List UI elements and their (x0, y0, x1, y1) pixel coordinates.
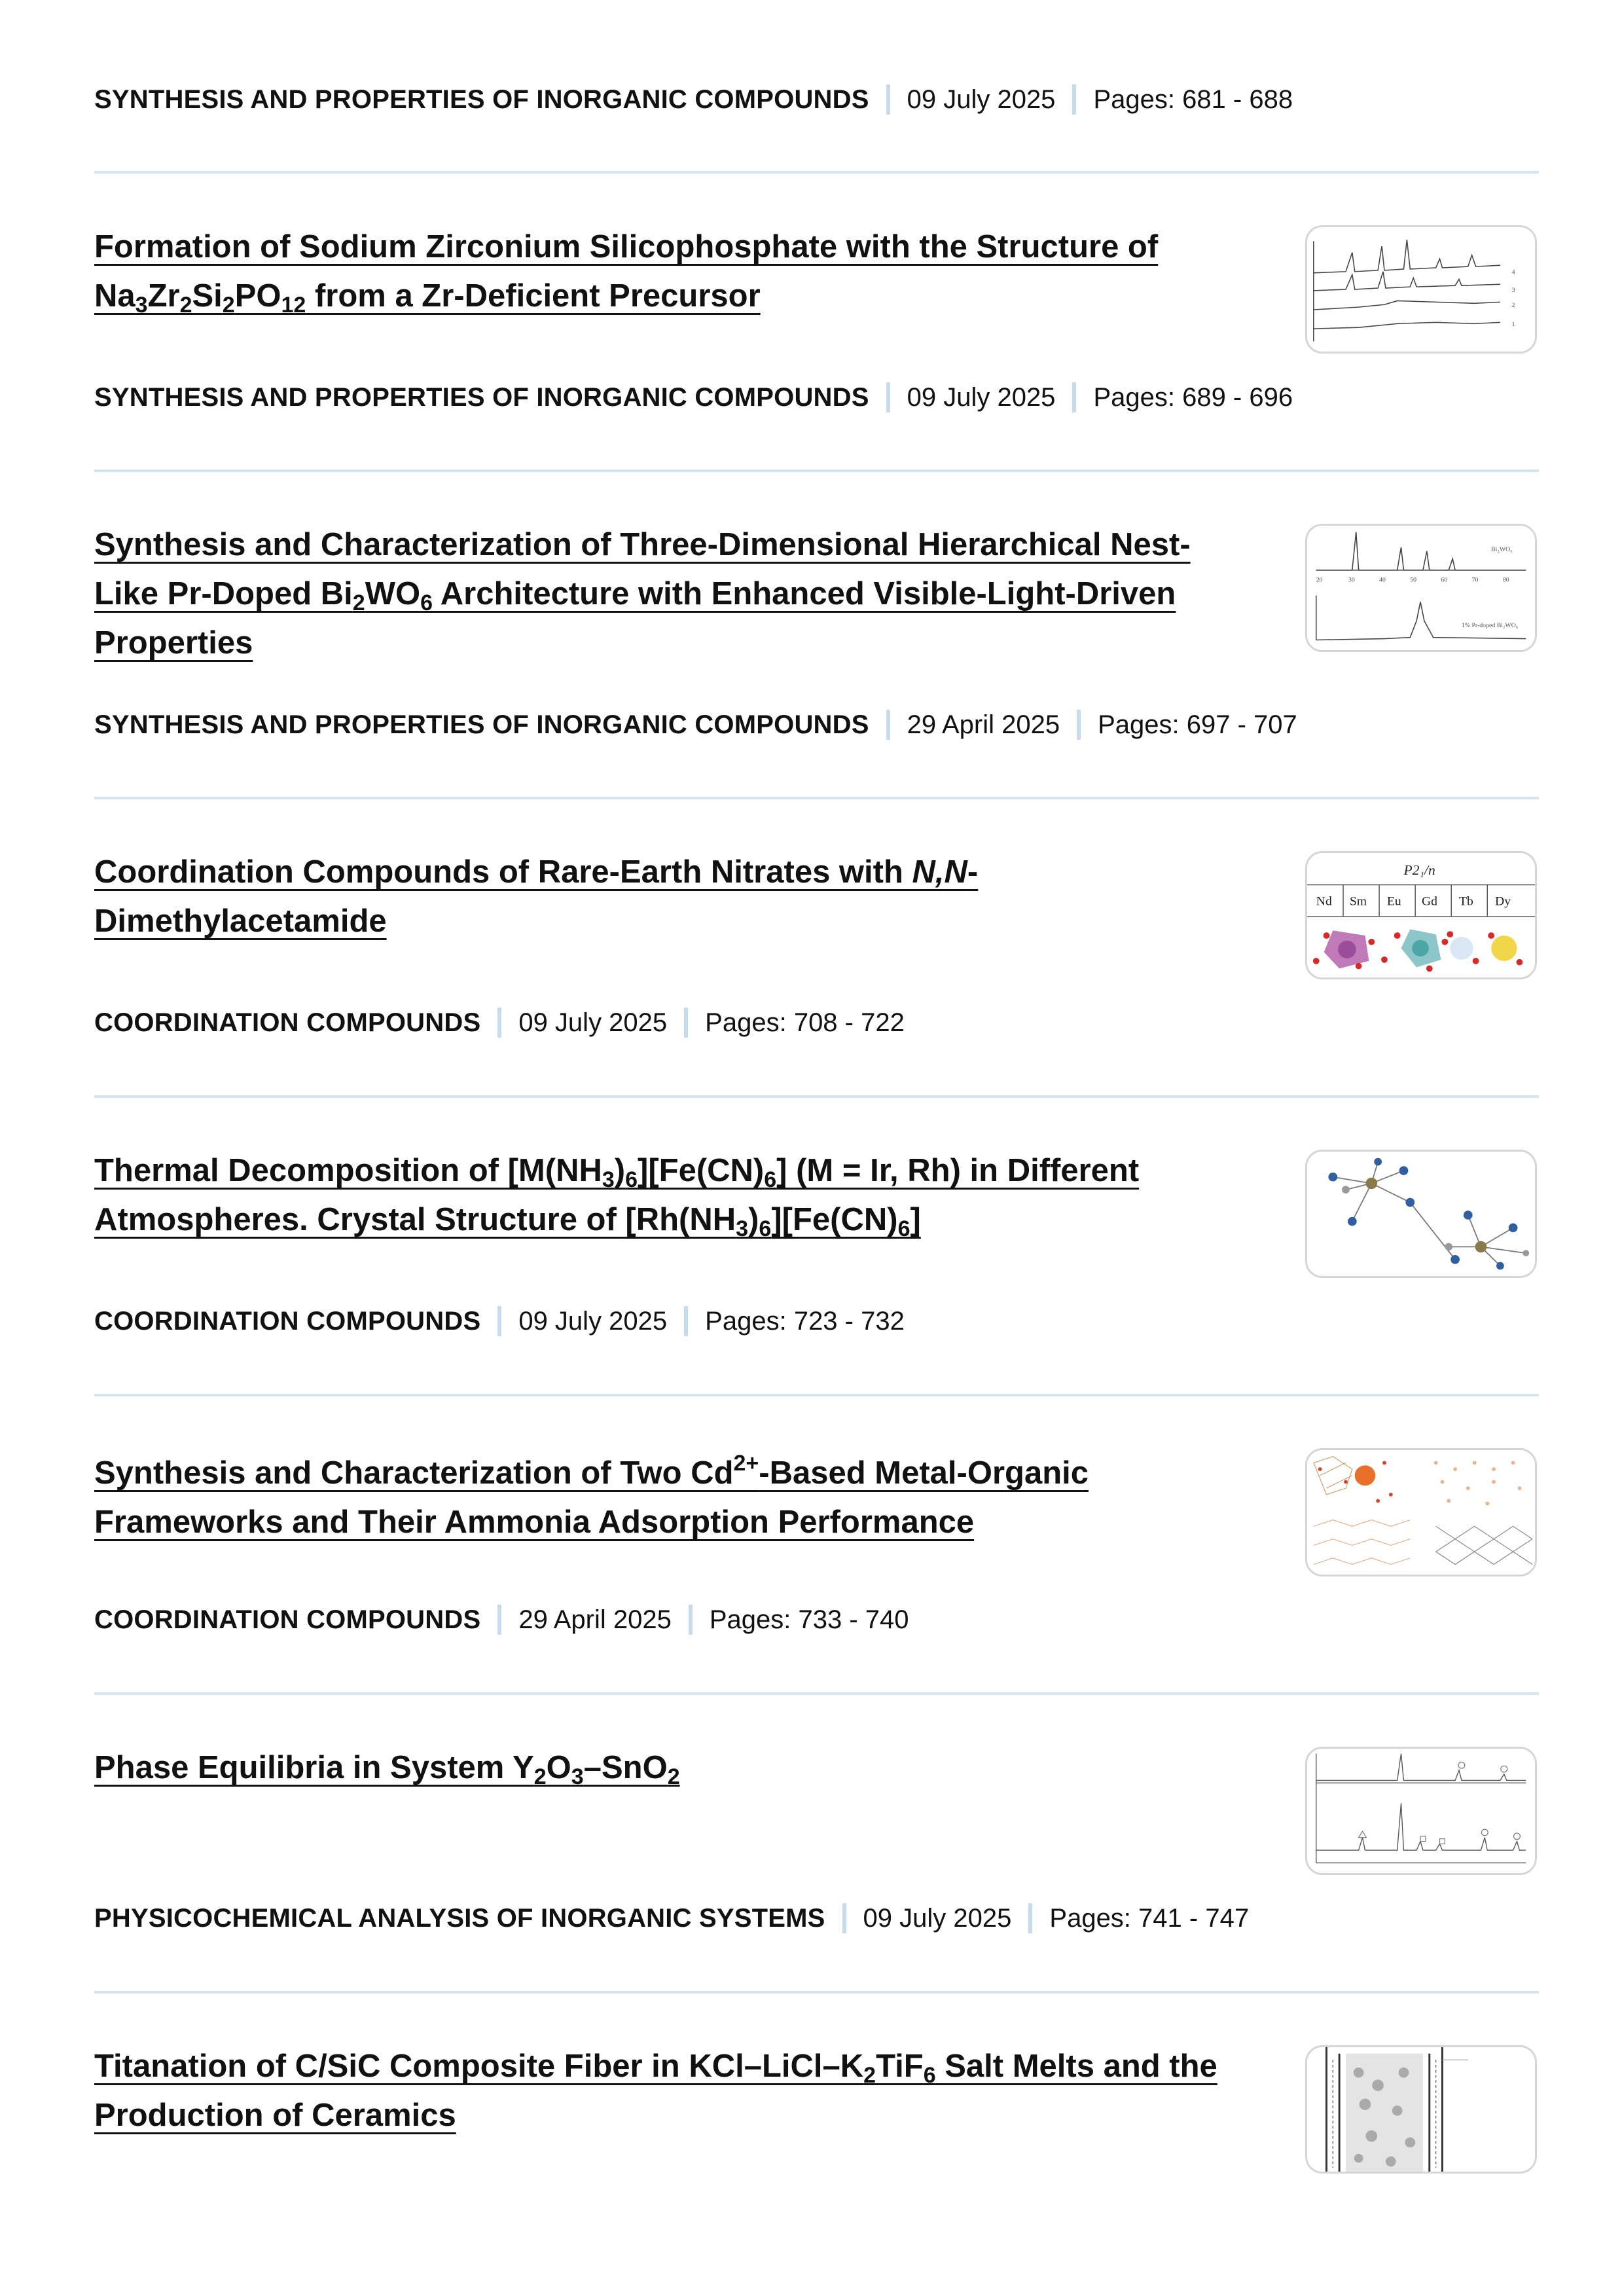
publish-date: 09 July 2025 (518, 1307, 668, 1336)
separator (886, 382, 890, 412)
article-meta (94, 709, 1297, 740)
svg-text:Eu: Eu (1386, 894, 1401, 909)
svg-text:Sm: Sm (1349, 894, 1367, 909)
molecule-thumbnail[interactable] (1305, 1150, 1537, 1278)
separator (684, 1008, 688, 1038)
publish-date: 29 April 2025 (907, 710, 1060, 739)
spectra-thumbnail[interactable] (1305, 524, 1537, 652)
page-range: Pages: 723 - 732 (705, 1307, 905, 1336)
article-title-link[interactable]: Phase Equilibria in System $Y_2O_3-SnO_2$ (94, 1750, 680, 1789)
svg-text:40: 40 (1379, 576, 1386, 584)
svg-text:70: 70 (1471, 576, 1479, 584)
article-meta (94, 1903, 1249, 1934)
svg-text:Bi₂WO₆: Bi₂WO₆ (1491, 545, 1513, 553)
separator (1077, 710, 1081, 740)
crystal-structures-thumbnail[interactable] (1305, 851, 1537, 979)
divider (94, 1692, 1539, 1695)
article-title-link[interactable]: Synthesis and Characterization of Three-Dimensional Hierarchical Nest-Like Pr-Doped $Bi_2WO_6$ Architecture with Enhanced Visible-Light-Driven Properties (94, 527, 1191, 661)
svg-text:30: 30 (1348, 576, 1355, 584)
diffractogram-thumbnail[interactable] (1305, 1747, 1537, 1875)
section-label: SYNTHESIS AND PROPERTIES OF INORGANIC COMPOUNDS (94, 383, 869, 412)
separator (689, 1605, 693, 1635)
divider (94, 797, 1539, 799)
article-meta (94, 1007, 905, 1038)
page-range: Pages: 681 - 688 (1093, 85, 1293, 114)
xrd-pattern-thumbnail[interactable] (1305, 225, 1537, 354)
page-range: Pages: 689 - 696 (1093, 383, 1293, 412)
publish-date: 09 July 2025 (863, 1904, 1012, 1933)
publish-date: 09 July 2025 (907, 383, 1056, 412)
publish-date: 29 April 2025 (518, 1605, 672, 1634)
svg-text:Dy: Dy (1495, 894, 1511, 909)
page-range: Pages: 741 - 747 (1049, 1904, 1250, 1933)
svg-text:80: 80 (1502, 576, 1509, 584)
section-label: SYNTHESIS AND PROPERTIES OF INORGANIC COMPOUNDS (94, 85, 869, 114)
separator (497, 1306, 501, 1336)
separator (1072, 382, 1076, 412)
article-title (94, 223, 1233, 321)
divider (94, 171, 1539, 173)
divider (94, 1991, 1539, 1994)
separator (1028, 1903, 1032, 1933)
separator (497, 1008, 501, 1038)
svg-text:P2₁/n: P2₁/n (1403, 862, 1435, 878)
section-label: COORDINATION COMPOUNDS (94, 1605, 481, 1634)
svg-text:20: 20 (1316, 576, 1323, 584)
article-title (94, 848, 1233, 946)
svg-text:60: 60 (1441, 576, 1448, 584)
article-meta (94, 84, 1293, 115)
svg-text:50: 50 (1410, 576, 1417, 584)
section-label: COORDINATION COMPOUNDS (94, 1307, 481, 1336)
divider (94, 469, 1539, 472)
section-label: PHYSICOCHEMICAL ANALYSIS OF INORGANIC SYSTEMS (94, 1904, 825, 1933)
separator (886, 710, 890, 740)
article-title-link[interactable]: Thermal Decomposition of $[M(NH_3)_6][Fe(CN)_6] (M = Ir$, Rh) in Different Atmospheres. Crystal Structure of $[Rh(NH_3)_6][Fe(CN)_6]$ (94, 1153, 1140, 1241)
publish-date: 09 July 2025 (907, 85, 1056, 114)
article-title (94, 1146, 1233, 1245)
article-title-link[interactable]: Formation of Sodium Zirconium Silicophosphate with the Structure of $Na_3Zr_2Si_2PO_{12}$ from a Zr-Deficient Precursor (94, 229, 1159, 318)
article-title-link[interactable]: Coordination Compounds of Rare-Earth Nitrates with N,N-Dimethylacetamide (94, 854, 979, 939)
separator (497, 1605, 501, 1635)
svg-text:2: 2 (1511, 302, 1515, 310)
article-title (94, 2042, 1233, 2140)
svg-text:Gd: Gd (1421, 894, 1438, 909)
svg-text:Tb: Tb (1459, 894, 1473, 909)
article-title (94, 520, 1233, 668)
svg-text:4: 4 (1511, 268, 1515, 276)
divider (94, 1095, 1539, 1098)
page-range: Pages: 697 - 707 (1098, 710, 1297, 739)
article-meta (94, 382, 1293, 413)
separator (684, 1306, 688, 1336)
section-label: SYNTHESIS AND PROPERTIES OF INORGANIC COMPOUNDS (94, 710, 869, 739)
svg-text:1: 1 (1511, 321, 1515, 329)
article-title-link[interactable]: Titanation of C/SiC Composite Fiber in KCl–$LiCl-K_2TiF_6$ Salt Melts and the Production of Ceramics (94, 2049, 1217, 2133)
article-meta (94, 1305, 905, 1337)
section-label: COORDINATION COMPOUNDS (94, 1008, 481, 1037)
article-title-link[interactable]: Synthesis and Characterization of Two Cd$^{2+}$-Based Metal-Organic Frameworks and Their Ammonia Adsorption Performance (94, 1451, 1089, 1540)
article-title (94, 1449, 1233, 1547)
page-range: Pages: 708 - 722 (705, 1008, 905, 1037)
svg-text:3: 3 (1511, 286, 1515, 294)
fiber-cross-section-thumbnail[interactable] (1305, 2045, 1537, 2174)
publish-date: 09 July 2025 (518, 1008, 668, 1037)
divider (94, 1394, 1539, 1396)
mof-thumbnail[interactable] (1305, 1448, 1537, 1576)
separator (886, 84, 890, 115)
article-title (94, 1743, 1233, 1793)
separator (842, 1903, 846, 1933)
article-meta (94, 1604, 909, 1635)
page-range: Pages: 733 - 740 (709, 1605, 909, 1634)
svg-text:1% Pr-doped Bi₂WO₆: 1% Pr-doped Bi₂WO₆ (1461, 622, 1519, 630)
svg-text:Nd: Nd (1316, 894, 1332, 909)
separator (1072, 84, 1076, 115)
